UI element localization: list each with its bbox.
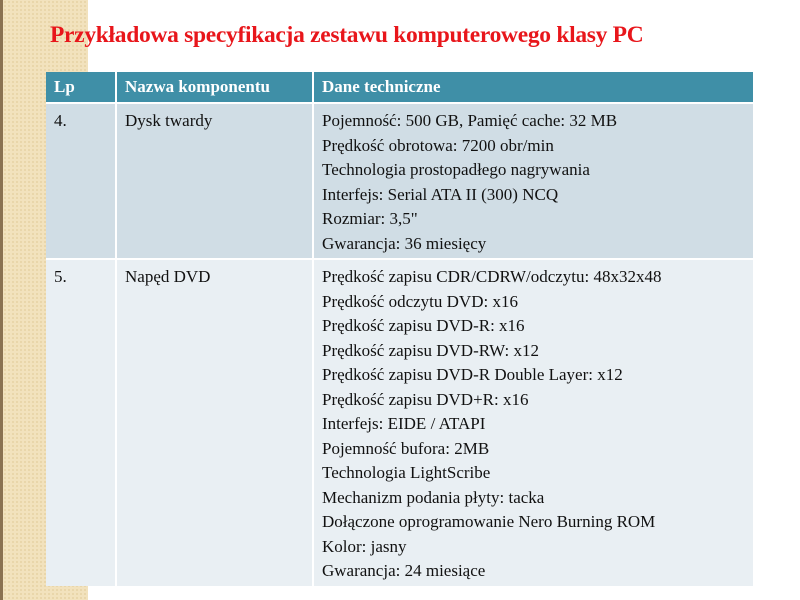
spec-line: Prędkość obrotowa: 7200 obr/min	[322, 135, 554, 155]
spec-line: Pojemność bufora: 2MB	[322, 438, 490, 458]
spec-line: Kolor: jasny	[322, 536, 407, 556]
slide-title: Przykładowa specyfikacja zestawu komputerowego klasy PC	[50, 22, 644, 48]
cell-lp: 5.	[46, 259, 116, 586]
cell-name: Dysk twardy	[116, 103, 313, 259]
spec-line: Gwarancja: 24 miesiące	[322, 561, 486, 580]
table-row	[46, 103, 753, 259]
table-row	[46, 259, 753, 586]
spec-line: Gwarancja: 36 miesięcy	[322, 233, 487, 253]
header-lp: Lp	[46, 72, 116, 103]
spec-line: Prędkość odczytu DVD: x16	[322, 291, 518, 311]
table-header-row	[46, 72, 753, 103]
spec-line: Prędkość zapisu DVD-R: x16	[322, 316, 525, 335]
cell-specs	[313, 103, 753, 259]
cell-name: Napęd DVD	[116, 259, 313, 586]
spec-line: Prędkość zapisu DVD-R Double Layer: x12	[322, 365, 623, 384]
spec-line: Technologia prostopadłego nagrywania	[322, 160, 590, 179]
header-specs: Dane techniczne	[313, 72, 753, 103]
spec-line: Interfejs: Serial ATA II (300) NCQ	[322, 184, 559, 204]
spec-line: Prędkość zapisu CDR/CDRW/odczytu: 48x32x48	[322, 267, 662, 286]
spec-line: Pojemność: 500 GB, Pamięć cache: 32 MB	[322, 111, 618, 130]
spec-line: Dołączone oprogramowanie Nero Burning ROM	[322, 512, 656, 531]
spec-line: Mechanizm podania płyty: tacka	[322, 487, 545, 507]
spec-line: Prędkość zapisu DVD+R: x16	[322, 389, 529, 409]
cell-specs	[313, 259, 753, 586]
spec-line: Prędkość zapisu DVD-RW: x12	[322, 340, 540, 360]
cell-lp: 4.	[46, 103, 116, 259]
spec-line: Interfejs: EIDE / ATAPI	[322, 414, 486, 433]
spec-line: Rozmiar: 3,5"	[322, 209, 418, 228]
spec-table	[46, 72, 753, 586]
header-name: Nazwa komponentu	[116, 72, 313, 103]
spec-line: Technologia LightScribe	[322, 463, 491, 482]
